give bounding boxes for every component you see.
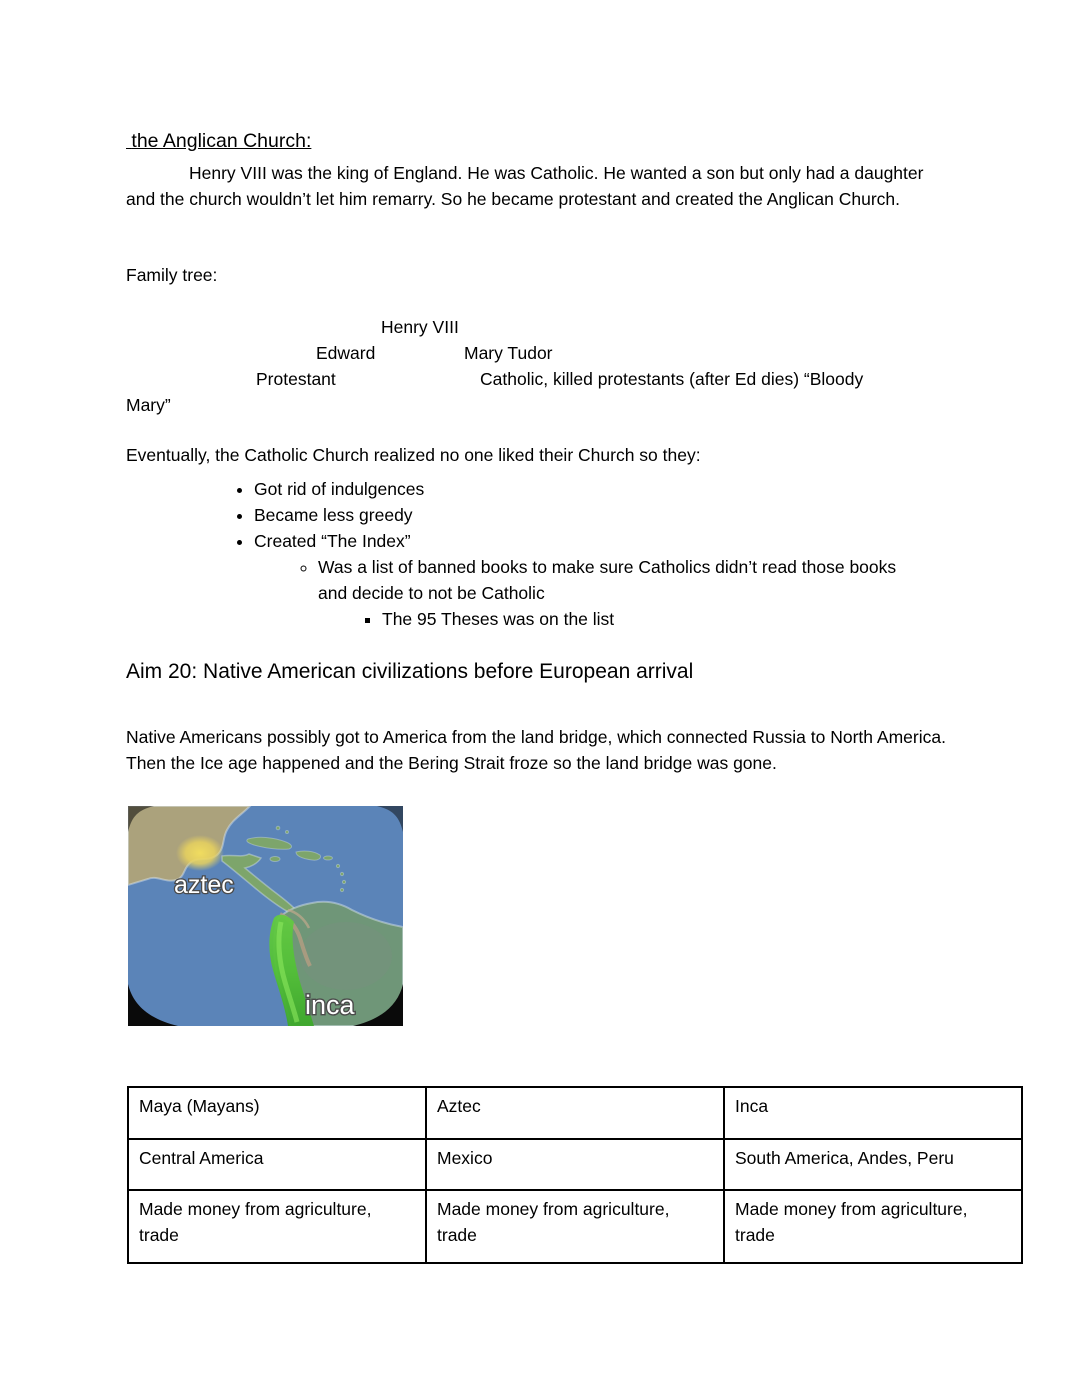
map-label-aztec: aztec [174, 871, 234, 899]
table-cell: Central America [128, 1139, 426, 1190]
family-tree-henry: Henry VIII [381, 317, 459, 337]
family-tree-mary-tudor: Mary Tudor [464, 343, 553, 363]
family-tree-line-2 [126, 340, 954, 366]
table-row-locations [128, 1139, 1022, 1190]
family-tree-catholic-note-continued: Mary” [126, 395, 171, 415]
table-cell: Mexico [426, 1139, 724, 1190]
family-tree-catholic-note: Catholic, killed protestants (after Ed dies) “Bloody [480, 369, 864, 389]
americas-map-svg [128, 806, 403, 1026]
bullet-item [254, 528, 954, 632]
americas-map-image [128, 806, 403, 1026]
bullet-list-level-2 [254, 554, 954, 632]
bullet-item: • Got rid of indulgences [254, 476, 954, 502]
intro-paragraph: Henry VIII was the king of England. He was Catholic. He wanted a son but only had a daughter and the church wouldn’t let him remarry. So he became protestant and created the Anglican Church. [126, 163, 924, 209]
section-title: the Anglican Church: [126, 130, 312, 152]
family-tree-protestant-note: Protestant [256, 369, 336, 389]
table-row-economy [128, 1190, 1022, 1263]
table-cell: Made money from agriculture, trade [426, 1190, 724, 1263]
civilizations-table [127, 1086, 1023, 1264]
bullet-item-text: Created “The Index” [254, 531, 411, 551]
aim-20-paragraph: Native Americans possibly got to America from the land bridge, which connected Russia to North America. Then the Ice age happened and the Bering Strait froze so the land bridge was gone. [126, 727, 946, 773]
map-label-inca: inca [305, 990, 355, 1020]
table-cell: Inca [724, 1087, 1022, 1139]
family-tree-line-1 [126, 314, 954, 340]
table-row-names [128, 1087, 1022, 1139]
table-cell: South America, Andes, Peru [724, 1139, 1022, 1190]
table-cell: Made money from agriculture, trade [724, 1190, 1022, 1263]
bullet-list-level-3 [318, 606, 900, 632]
table-cell: Made money from agriculture, trade [128, 1190, 426, 1263]
map-amazon-shading [300, 922, 392, 990]
bullet-subitem [318, 554, 900, 632]
bullet-subitem-text: Was a list of banned books to make sure Catholics didn’t read those books and decide to not be Catholic [318, 557, 897, 603]
family-tree-line-4 [126, 392, 954, 418]
map-aztec-highlight [176, 835, 224, 871]
table-cell: Maya (Mayans) [128, 1087, 426, 1139]
bullet-list-level-1 [126, 476, 954, 632]
reform-bullet-list [126, 476, 954, 632]
family-tree-line-3 [126, 366, 954, 392]
table-cell: Aztec [426, 1087, 724, 1139]
bullet-subsubitem: ▪ The 95 Theses was on the list [382, 606, 900, 632]
family-tree-label: Family tree: [126, 265, 218, 285]
bullet-item: • Became less greedy [254, 502, 954, 528]
family-tree-edward: Edward [316, 343, 376, 363]
eventually-paragraph: Eventually, the Catholic Church realized no one liked their Church so they: [126, 445, 701, 465]
aim-20-heading: Aim 20: Native American civilizations before European arrival [126, 660, 694, 683]
